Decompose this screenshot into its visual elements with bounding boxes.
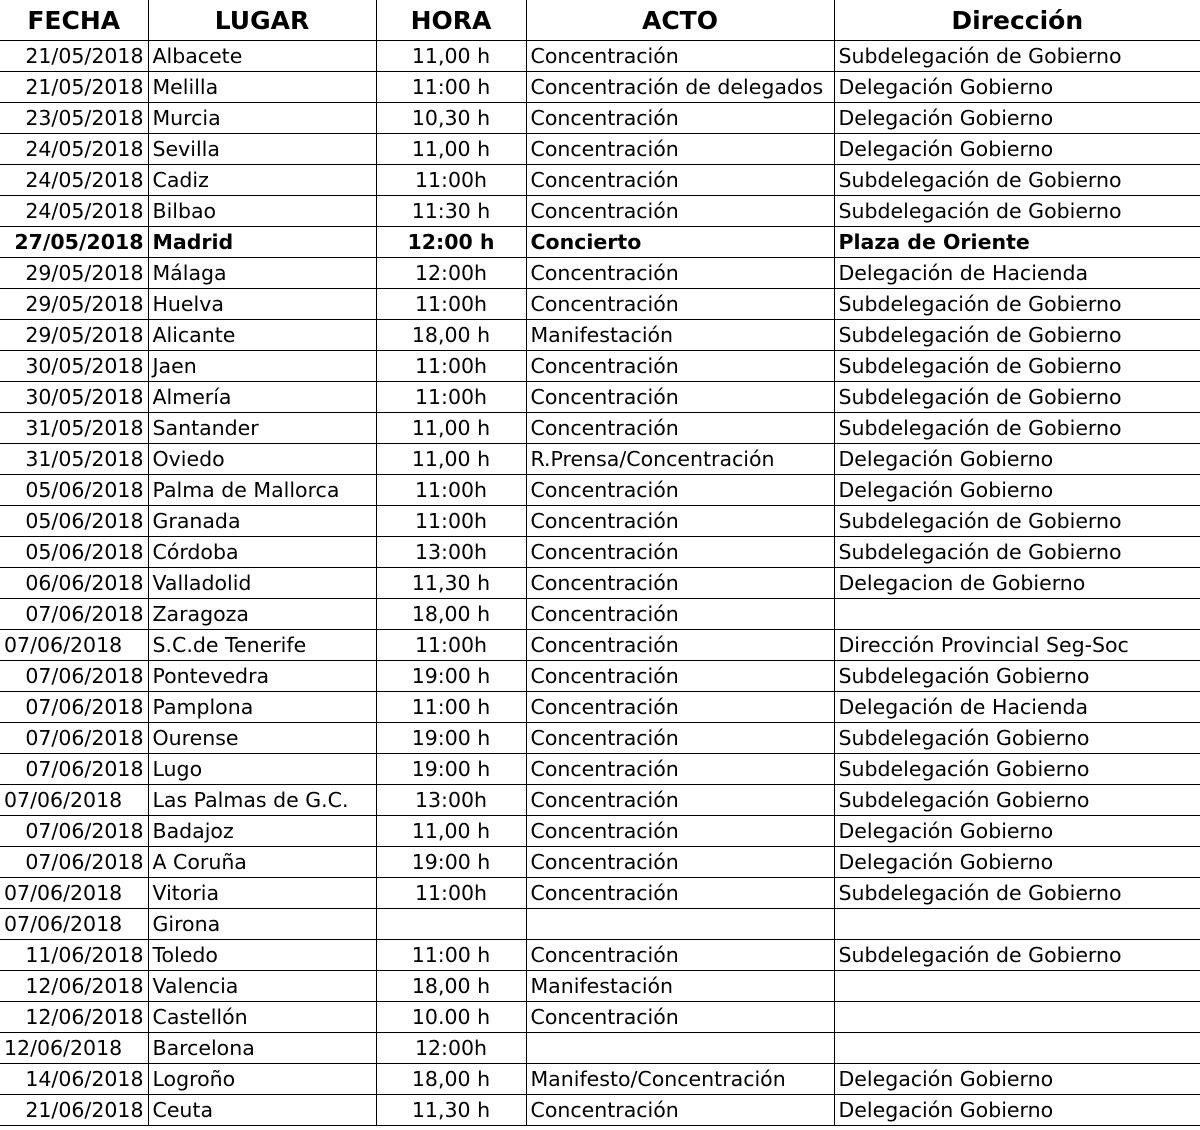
cell-hora: 11,30 h (376, 1095, 526, 1126)
cell-hora: 18,00 h (376, 320, 526, 351)
cell-lugar: Huelva (148, 289, 376, 320)
cell-fecha: 12/06/2018 (0, 971, 148, 1002)
table-row (0, 909, 1200, 940)
cell-fecha: 23/05/2018 (0, 103, 148, 134)
table-row (0, 1095, 1200, 1126)
table-row (0, 475, 1200, 506)
cell-lugar: Zaragoza (148, 599, 376, 630)
table-row (0, 878, 1200, 909)
cell-lugar: Albacete (148, 41, 376, 72)
table-row (0, 816, 1200, 847)
cell-hora: 11:00 h (376, 692, 526, 723)
cell-fecha: 27/05/2018 (0, 227, 148, 258)
table-row (0, 289, 1200, 320)
cell-lugar: S.C.de Tenerife (148, 630, 376, 661)
cell-acto: Concentración (526, 847, 834, 878)
cell-lugar: Barcelona (148, 1033, 376, 1064)
header-acto: ACTO (526, 0, 834, 41)
cell-fecha: 24/05/2018 (0, 196, 148, 227)
cell-direccion: Subdelegación de Gobierno (834, 196, 1200, 227)
cell-fecha: 24/05/2018 (0, 134, 148, 165)
cell-acto: Concentración (526, 475, 834, 506)
cell-lugar: Granada (148, 506, 376, 537)
table-row (0, 599, 1200, 630)
cell-fecha: 31/05/2018 (0, 413, 148, 444)
cell-hora: 18,00 h (376, 599, 526, 630)
table-row (0, 723, 1200, 754)
cell-lugar: Bilbao (148, 196, 376, 227)
table-row (0, 1002, 1200, 1033)
cell-hora: 11,30 h (376, 568, 526, 599)
cell-hora: 11:00h (376, 289, 526, 320)
cell-hora: 18,00 h (376, 971, 526, 1002)
cell-acto: Concentración (526, 382, 834, 413)
cell-hora: 11,00 h (376, 41, 526, 72)
cell-lugar: Alicante (148, 320, 376, 351)
cell-acto: Concentración (526, 103, 834, 134)
cell-hora: 11,00 h (376, 413, 526, 444)
cell-lugar: Cadiz (148, 165, 376, 196)
cell-hora: 11:00h (376, 475, 526, 506)
cell-hora: 10,30 h (376, 103, 526, 134)
cell-hora: 11,00 h (376, 134, 526, 165)
cell-lugar: Córdoba (148, 537, 376, 568)
cell-hora: 19:00 h (376, 847, 526, 878)
cell-fecha: 07/06/2018 (0, 723, 148, 754)
table-row (0, 785, 1200, 816)
table-row (0, 382, 1200, 413)
cell-lugar: Almería (148, 382, 376, 413)
cell-fecha: 31/05/2018 (0, 444, 148, 475)
cell-direccion: Subdelegación de Gobierno (834, 351, 1200, 382)
cell-lugar: Valencia (148, 971, 376, 1002)
cell-lugar: Toledo (148, 940, 376, 971)
cell-fecha: 07/06/2018 (0, 661, 148, 692)
cell-fecha: 29/05/2018 (0, 320, 148, 351)
cell-hora: 18,00 h (376, 1064, 526, 1095)
cell-lugar: A Coruña (148, 847, 376, 878)
cell-direccion: Subdelegación de Gobierno (834, 413, 1200, 444)
cell-acto (526, 1033, 834, 1064)
cell-hora: 11:30 h (376, 196, 526, 227)
cell-hora (376, 909, 526, 940)
cell-direccion: Subdelegación Gobierno (834, 785, 1200, 816)
cell-acto: Concentración (526, 506, 834, 537)
header-hora: HORA (376, 0, 526, 41)
cell-fecha: 12/06/2018 (0, 1002, 148, 1033)
cell-lugar: Oviedo (148, 444, 376, 475)
cell-lugar: Las Palmas de G.C. (148, 785, 376, 816)
cell-fecha: 29/05/2018 (0, 289, 148, 320)
table-row (0, 537, 1200, 568)
cell-fecha: 14/06/2018 (0, 1064, 148, 1095)
table-row (0, 971, 1200, 1002)
cell-hora: 19:00 h (376, 723, 526, 754)
cell-lugar: Jaen (148, 351, 376, 382)
cell-fecha: 11/06/2018 (0, 940, 148, 971)
cell-lugar: Badajoz (148, 816, 376, 847)
cell-hora: 11:00 h (376, 940, 526, 971)
cell-acto: Concentración (526, 196, 834, 227)
cell-acto (526, 909, 834, 940)
table-row (0, 103, 1200, 134)
cell-direccion: Delegación de Hacienda (834, 258, 1200, 289)
cell-hora: 12:00h (376, 1033, 526, 1064)
cell-direccion: Subdelegación de Gobierno (834, 506, 1200, 537)
cell-lugar: Castellón (148, 1002, 376, 1033)
cell-direccion (834, 1002, 1200, 1033)
table-row (0, 754, 1200, 785)
cell-acto: Manifestación (526, 971, 834, 1002)
cell-acto: Concentración (526, 878, 834, 909)
cell-hora: 13:00h (376, 537, 526, 568)
cell-lugar: Ourense (148, 723, 376, 754)
cell-acto: Concentración (526, 537, 834, 568)
cell-acto: Concentración (526, 413, 834, 444)
cell-acto: Concentración (526, 754, 834, 785)
cell-fecha: 07/06/2018 (0, 599, 148, 630)
cell-direccion: Delegación Gobierno (834, 72, 1200, 103)
cell-direccion: Plaza de Oriente (834, 227, 1200, 258)
cell-direccion: Subdelegación de Gobierno (834, 165, 1200, 196)
cell-hora: 12:00 h (376, 227, 526, 258)
cell-lugar: Málaga (148, 258, 376, 289)
cell-fecha: 30/05/2018 (0, 351, 148, 382)
table-row (0, 444, 1200, 475)
cell-lugar: Lugo (148, 754, 376, 785)
cell-acto: Concentración (526, 785, 834, 816)
cell-fecha: 29/05/2018 (0, 258, 148, 289)
cell-direccion: Subdelegación de Gobierno (834, 41, 1200, 72)
cell-hora: 11:00h (376, 165, 526, 196)
cell-acto: Concentración (526, 599, 834, 630)
table-row (0, 165, 1200, 196)
cell-acto: Concentración (526, 940, 834, 971)
cell-acto: Concentración (526, 289, 834, 320)
header-direccion: Dirección (834, 0, 1200, 41)
cell-direccion: Subdelegación de Gobierno (834, 940, 1200, 971)
cell-acto: Concentración (526, 816, 834, 847)
cell-acto: Concentración (526, 165, 834, 196)
cell-hora: 11:00h (376, 382, 526, 413)
cell-hora: 10.00 h (376, 1002, 526, 1033)
cell-direccion (834, 971, 1200, 1002)
header-row (0, 0, 1200, 41)
cell-hora: 11,00 h (376, 816, 526, 847)
cell-direccion: Delegación Gobierno (834, 444, 1200, 475)
cell-hora: 11:00h (376, 351, 526, 382)
table-row (0, 940, 1200, 971)
table-row (0, 661, 1200, 692)
cell-fecha: 05/06/2018 (0, 475, 148, 506)
cell-lugar: Ceuta (148, 1095, 376, 1126)
cell-direccion: Delegación Gobierno (834, 103, 1200, 134)
cell-fecha: 07/06/2018 (0, 878, 148, 909)
cell-acto: Concentración (526, 630, 834, 661)
table-row (0, 1064, 1200, 1095)
cell-direccion: Subdelegación de Gobierno (834, 878, 1200, 909)
cell-hora: 11:00 h (376, 72, 526, 103)
cell-fecha: 05/06/2018 (0, 506, 148, 537)
cell-direccion: Subdelegación Gobierno (834, 661, 1200, 692)
table-row (0, 320, 1200, 351)
cell-lugar: Sevilla (148, 134, 376, 165)
cell-hora: 19:00 h (376, 661, 526, 692)
cell-hora: 19:00 h (376, 754, 526, 785)
cell-fecha: 07/06/2018 (0, 909, 148, 940)
cell-direccion (834, 1033, 1200, 1064)
cell-acto: Concentración (526, 41, 834, 72)
cell-fecha: 07/06/2018 (0, 785, 148, 816)
table-row (0, 568, 1200, 599)
cell-fecha: 21/05/2018 (0, 72, 148, 103)
cell-direccion (834, 599, 1200, 630)
cell-fecha: 05/06/2018 (0, 537, 148, 568)
cell-acto: Concentración (526, 661, 834, 692)
cell-hora: 12:00h (376, 258, 526, 289)
cell-lugar: Girona (148, 909, 376, 940)
cell-fecha: 07/06/2018 (0, 692, 148, 723)
cell-fecha: 12/06/2018 (0, 1033, 148, 1064)
table-row (0, 506, 1200, 537)
cell-acto: Concentración de delegados (526, 72, 834, 103)
cell-direccion: Delegación Gobierno (834, 1064, 1200, 1095)
cell-direccion: Subdelegación de Gobierno (834, 537, 1200, 568)
cell-acto: Concentración (526, 351, 834, 382)
cell-acto: Manifesto/Concentración (526, 1064, 834, 1095)
table-row (0, 134, 1200, 165)
cell-fecha: 06/06/2018 (0, 568, 148, 599)
cell-acto: Concentración (526, 723, 834, 754)
table-row (0, 630, 1200, 661)
cell-hora: 11:00h (376, 506, 526, 537)
table-row (0, 41, 1200, 72)
cell-lugar: Logroño (148, 1064, 376, 1095)
cell-lugar: Pontevedra (148, 661, 376, 692)
cell-direccion: Delegacion de Gobierno (834, 568, 1200, 599)
cell-direccion: Delegación de Hacienda (834, 692, 1200, 723)
cell-fecha: 07/06/2018 (0, 847, 148, 878)
cell-direccion (834, 909, 1200, 940)
cell-lugar: Pamplona (148, 692, 376, 723)
cell-hora: 11,00 h (376, 444, 526, 475)
cell-fecha: 07/06/2018 (0, 630, 148, 661)
cell-acto: Concentración (526, 1095, 834, 1126)
cell-direccion: Delegación Gobierno (834, 475, 1200, 506)
cell-direccion: Delegación Gobierno (834, 847, 1200, 878)
cell-lugar: Valladolid (148, 568, 376, 599)
cell-lugar: Vitoria (148, 878, 376, 909)
cell-lugar: Santander (148, 413, 376, 444)
cell-direccion: Delegación Gobierno (834, 134, 1200, 165)
cell-acto: R.Prensa/Concentración (526, 444, 834, 475)
header-fecha: FECHA (0, 0, 148, 41)
table-row (0, 258, 1200, 289)
cell-fecha: 07/06/2018 (0, 816, 148, 847)
cell-direccion: Subdelegación de Gobierno (834, 289, 1200, 320)
header-lugar: LUGAR (148, 0, 376, 41)
cell-fecha: 30/05/2018 (0, 382, 148, 413)
cell-direccion: Dirección Provincial Seg-Soc (834, 630, 1200, 661)
cell-fecha: 21/05/2018 (0, 41, 148, 72)
cell-lugar: Madrid (148, 227, 376, 258)
cell-direccion: Delegación Gobierno (834, 1095, 1200, 1126)
cell-acto: Concentración (526, 692, 834, 723)
cell-acto: Manifestación (526, 320, 834, 351)
table-row (0, 1033, 1200, 1064)
table-row (0, 351, 1200, 382)
cell-fecha: 07/06/2018 (0, 754, 148, 785)
cell-lugar: Murcia (148, 103, 376, 134)
cell-acto: Concentración (526, 1002, 834, 1033)
cell-acto: Concierto (526, 227, 834, 258)
cell-direccion: Subdelegación Gobierno (834, 754, 1200, 785)
cell-hora: 13:00h (376, 785, 526, 816)
cell-fecha: 21/06/2018 (0, 1095, 148, 1126)
cell-lugar: Palma de Mallorca (148, 475, 376, 506)
cell-direccion: Subdelegación de Gobierno (834, 382, 1200, 413)
cell-hora: 11:00h (376, 630, 526, 661)
table-row-highlight (0, 227, 1200, 258)
cell-acto: Concentración (526, 134, 834, 165)
cell-acto: Concentración (526, 258, 834, 289)
cell-direccion: Subdelegación Gobierno (834, 723, 1200, 754)
table-row (0, 847, 1200, 878)
table-row (0, 196, 1200, 227)
cell-direccion: Subdelegación de Gobierno (834, 320, 1200, 351)
cell-direccion: Delegación Gobierno (834, 816, 1200, 847)
cell-lugar: Melilla (148, 72, 376, 103)
table-row (0, 413, 1200, 444)
table-row (0, 72, 1200, 103)
cell-fecha: 24/05/2018 (0, 165, 148, 196)
cell-hora: 11:00h (376, 878, 526, 909)
cell-acto: Concentración (526, 568, 834, 599)
table-row (0, 692, 1200, 723)
